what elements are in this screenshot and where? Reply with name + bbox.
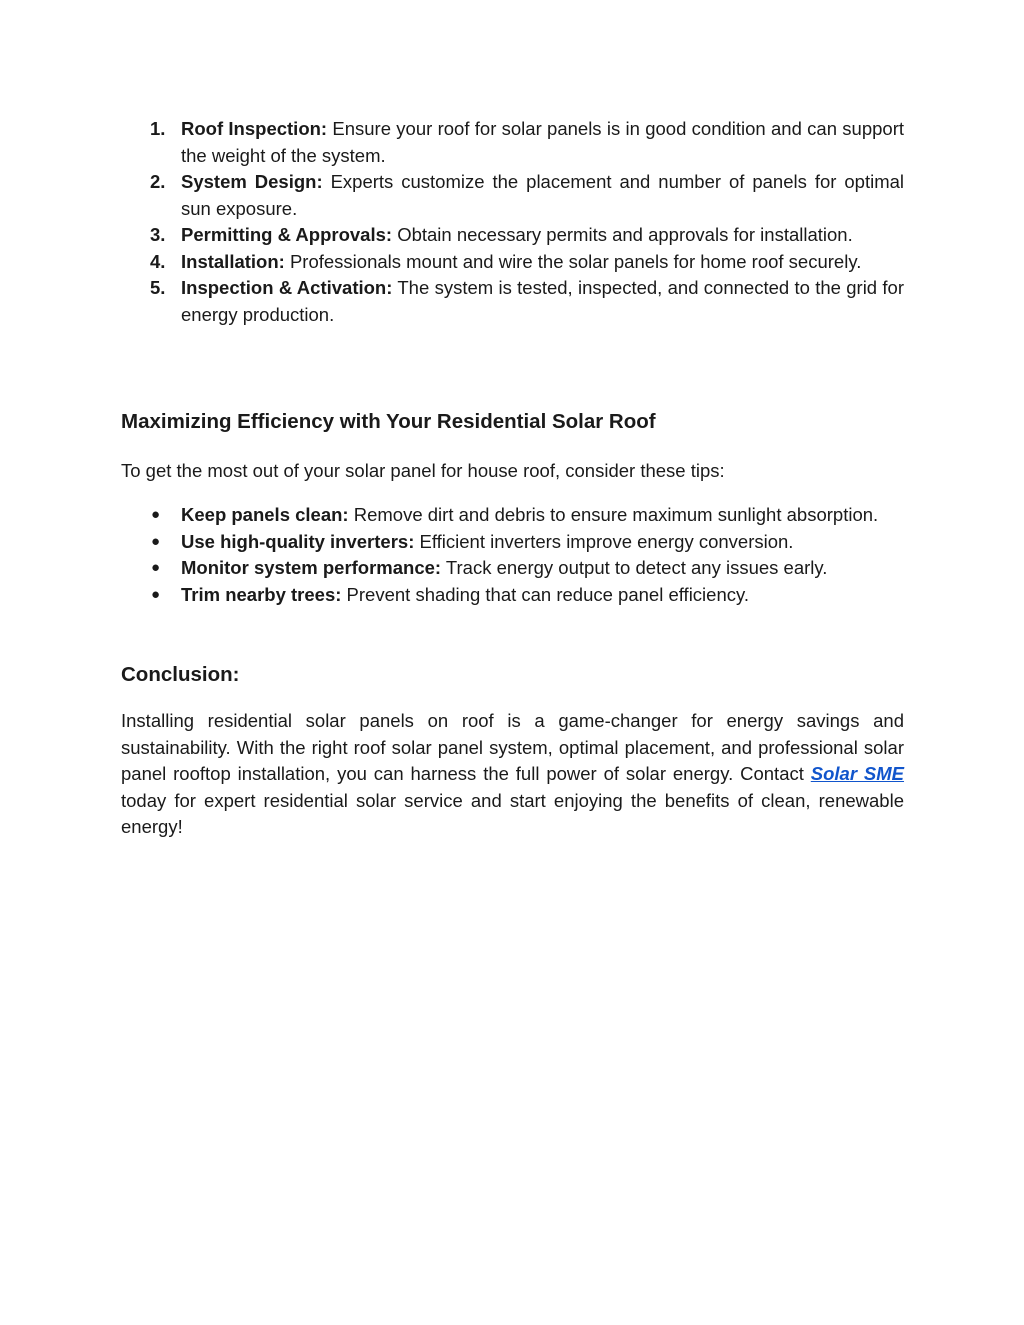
bullet-icon: ●: [151, 532, 161, 550]
conclusion-paragraph: [121, 708, 904, 841]
tip-text: Prevent shading that can reduce panel efficiency.: [341, 583, 750, 605]
list-item: [121, 116, 904, 169]
solar-sme-link[interactable]: Solar SME: [810, 763, 905, 784]
step-text: Obtain necessary permits and approvals for installation.: [392, 224, 853, 245]
tip-label: Trim nearby trees:: [181, 583, 342, 605]
conclusion-text-after: today for expert residential solar service and start enjoying the benefits of clean, renewable energy!: [121, 789, 904, 837]
step-label: Permitting & Approvals:: [181, 224, 393, 245]
installation-steps-list: [121, 116, 904, 328]
bullet-icon: ●: [151, 559, 161, 576]
list-item: [121, 555, 904, 582]
tips-intro: To get the most out of your solar panel for house roof, consider these tips:: [121, 460, 725, 481]
tip-label: Monitor system performance:: [181, 557, 442, 578]
step-label: Roof Inspection:: [181, 118, 328, 139]
step-text: Professionals mount and wire the solar panels for home roof securely.: [284, 250, 862, 272]
tip-text: Track energy output to detect any issues early.: [441, 557, 828, 578]
list-item: [121, 275, 904, 328]
list-item: [121, 502, 904, 529]
tips-list: [121, 502, 904, 608]
step-text: The system is tested, inspected, and connected to the grid for energy production.: [181, 277, 904, 325]
list-number: 2.: [150, 171, 166, 192]
tip-label: Keep panels clean:: [181, 504, 349, 525]
list-number: 1.: [150, 118, 166, 139]
step-text: Ensure your roof for solar panels is in good condition and can support the weight of the system.: [181, 118, 904, 166]
bullet-icon: ●: [151, 585, 161, 603]
bullet-icon: ●: [151, 506, 161, 523]
tip-label: Use high-quality inverters:: [181, 530, 415, 552]
list-number: 4.: [150, 250, 166, 272]
list-item: [121, 529, 904, 556]
section-heading-conclusion: Conclusion:: [121, 663, 240, 686]
step-label: System Design:: [181, 171, 323, 192]
conclusion-text-before: Installing residential solar panels on roof is a game-changer for energy savings and sustainability. With the right roof solar panel system, optimal placement, and professional solar panel rooftop installation, you can harness the full power of solar energy. Contact: [121, 710, 904, 784]
list-item: [121, 249, 904, 276]
step-label: Inspection & Activation:: [181, 277, 393, 298]
list-number: 3.: [150, 224, 166, 245]
step-text: Experts customize the placement and number of panels for optimal sun exposure.: [181, 171, 905, 219]
step-label: Installation:: [181, 250, 285, 272]
section-heading-maximizing: Maximizing Efficiency with Your Residential Solar Roof: [121, 410, 656, 433]
list-number: 5.: [150, 277, 166, 298]
tip-text: Efficient inverters improve energy conversion.: [414, 530, 794, 552]
tip-text: Remove dirt and debris to ensure maximum sunlight absorption.: [348, 504, 879, 525]
list-item: [121, 169, 904, 222]
list-item: [121, 582, 904, 609]
list-item: [121, 222, 904, 249]
